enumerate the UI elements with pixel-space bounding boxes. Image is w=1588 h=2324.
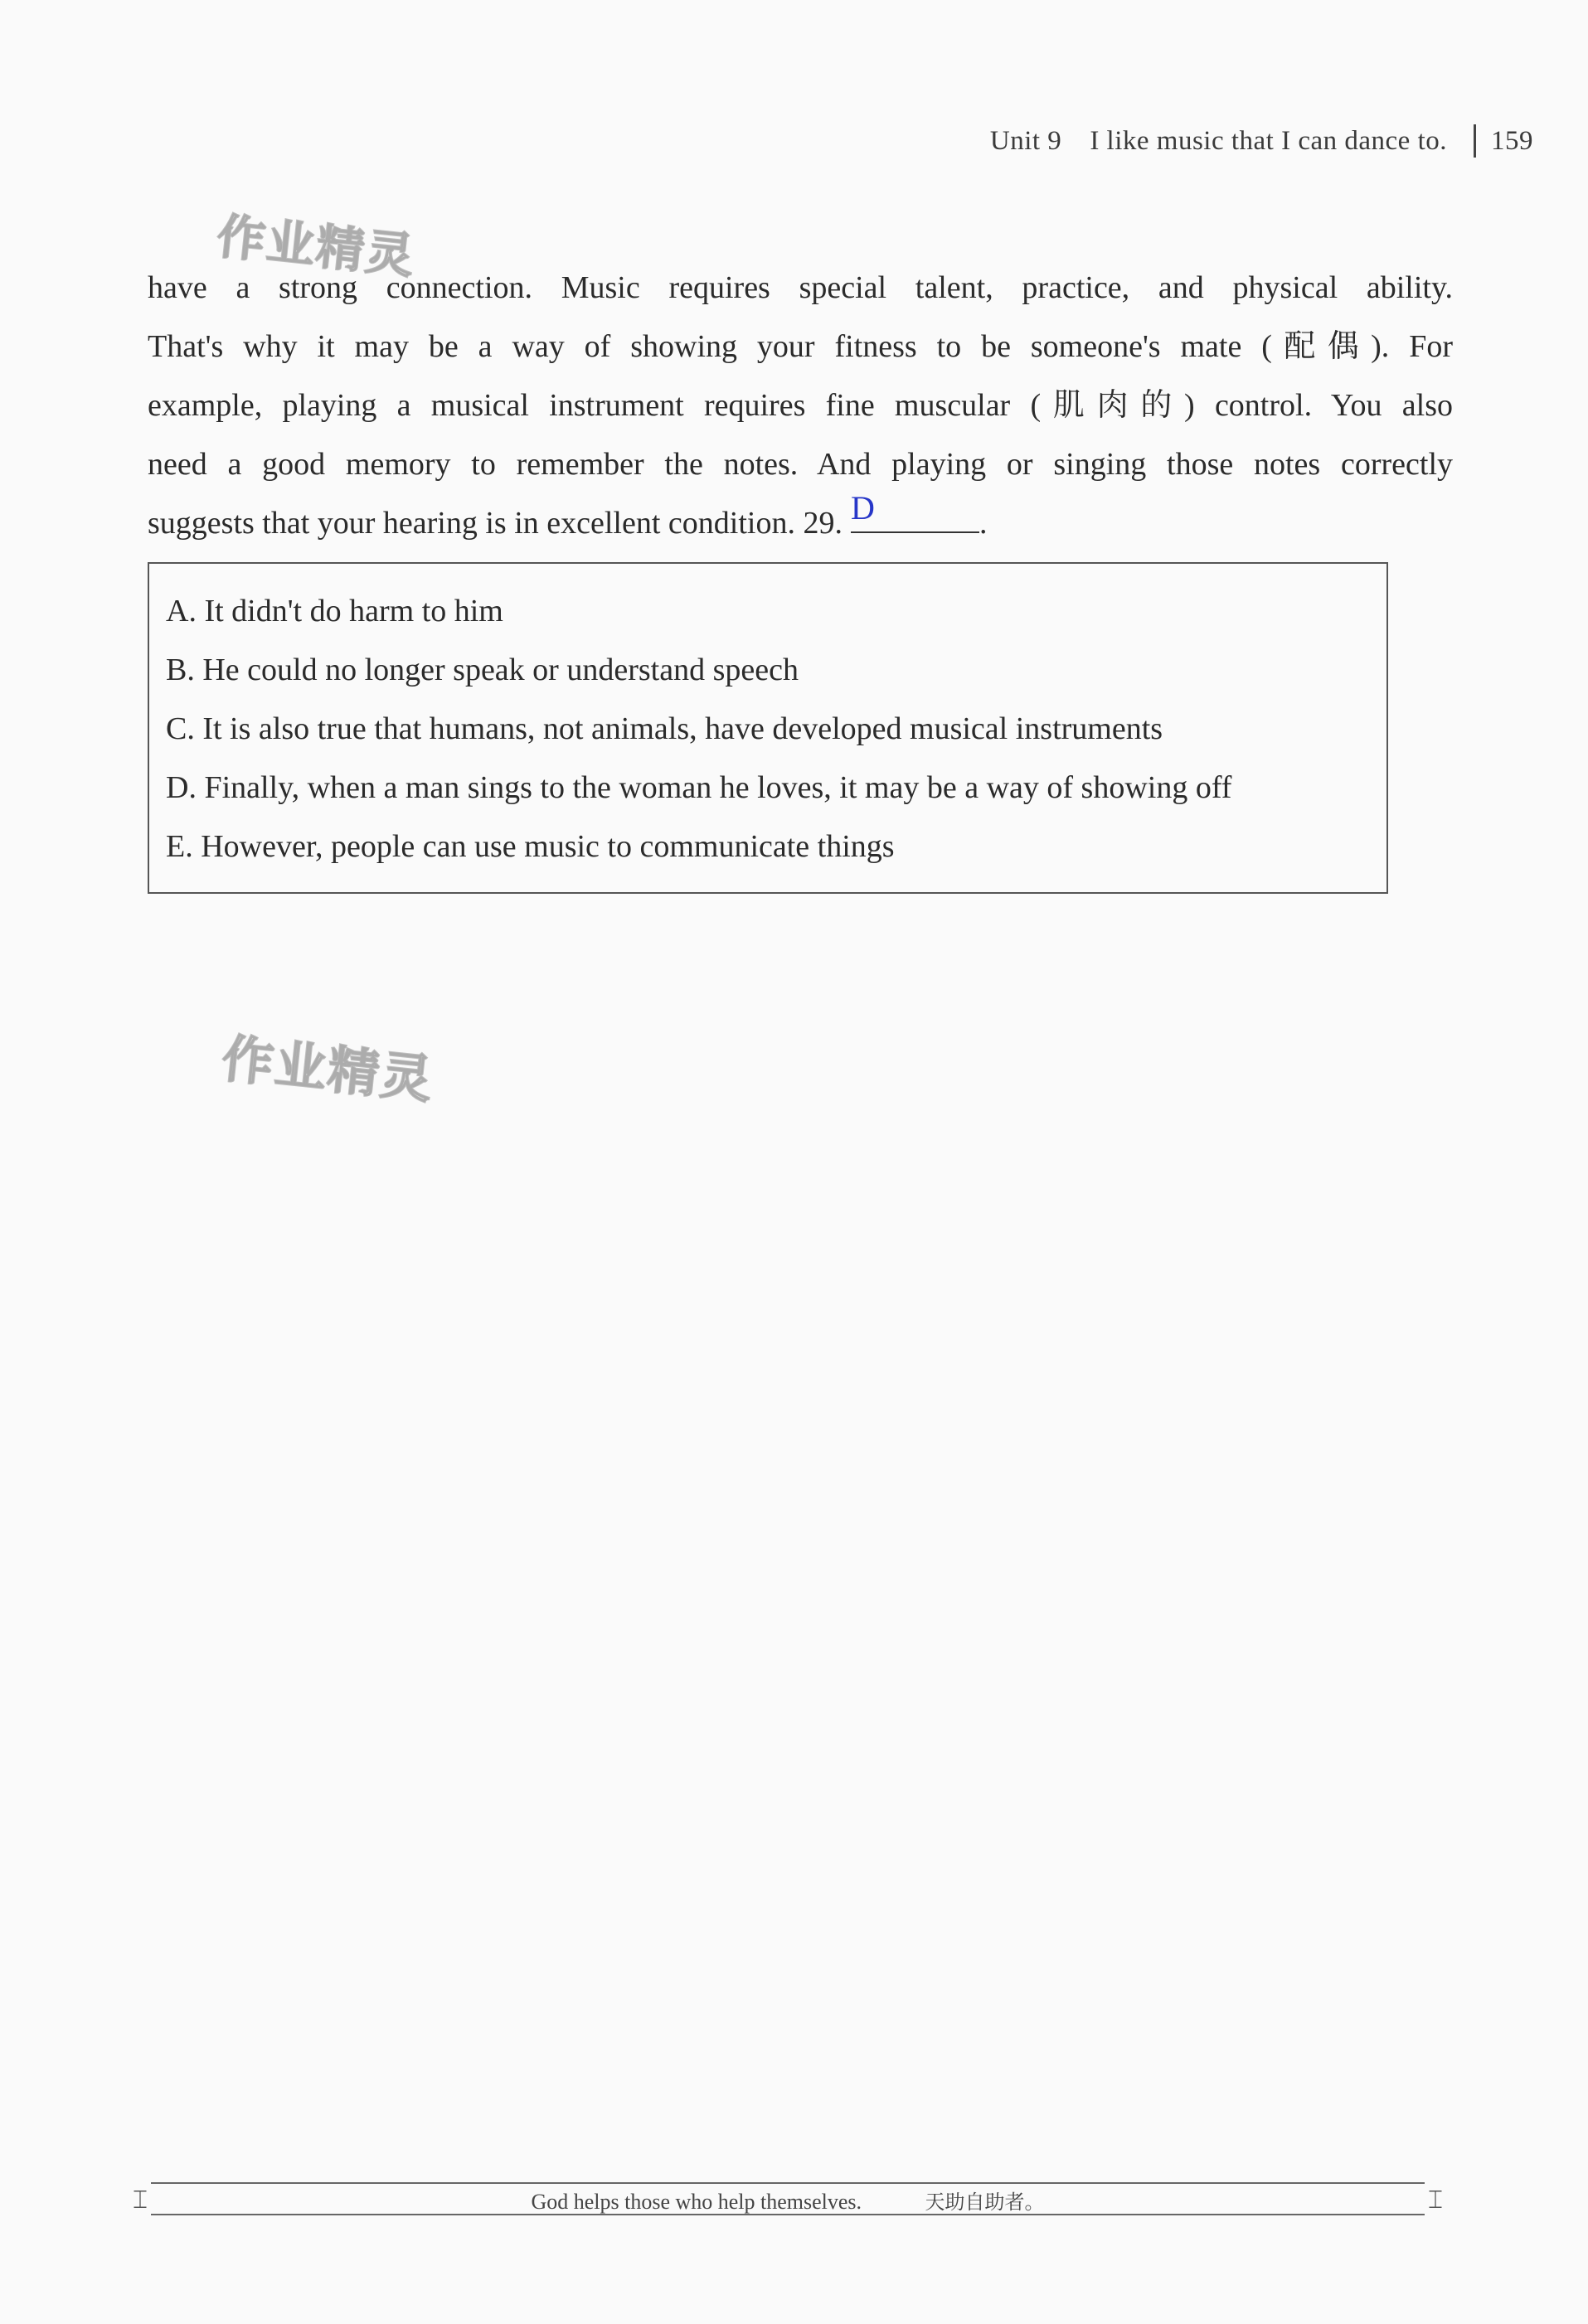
passage-line: have a strong connection. Music requires special talent, practice, and physical ability.	[148, 270, 1453, 305]
page-footer	[133, 2176, 1443, 2220]
running-header	[990, 124, 1533, 158]
header-title: I like music that I can dance to.	[1090, 125, 1447, 156]
footer-rule-top	[151, 2182, 1425, 2184]
motto-chinese: 天助自助者。	[925, 2191, 1045, 2214]
option-c: C. It is also true that humans, not animals, have developed musical instruments	[166, 711, 1163, 746]
header-divider	[1474, 124, 1476, 158]
watermark-middle: 作业精灵	[219, 1027, 437, 1111]
page-number: 159	[1491, 125, 1533, 156]
answer-blank-29[interactable]	[850, 489, 979, 533]
option-d: D. Finally, when a man sings to the woman he loves, it may be a way of showing off	[166, 770, 1232, 805]
end-period: .	[979, 506, 988, 541]
handwritten-answer: D	[850, 489, 875, 526]
motto-english: God helps those who help themselves.	[531, 2190, 862, 2214]
passage-line: That's why it may be a way of showing your fitness to be someone's mate (配偶). For	[148, 329, 1453, 364]
footer-motto	[133, 2186, 1443, 2215]
watermark-top: 作业精灵	[214, 207, 419, 285]
options-box	[148, 562, 1388, 894]
passage-line: example, playing a musical instrument requires fine muscular (肌肉的) control. You also	[148, 388, 1453, 423]
bracket-ornament-icon: ⌶	[1428, 2186, 1443, 2215]
passage-line: need a good memory to remember the notes. And playing or singing those notes correctly	[148, 447, 1453, 482]
option-b: B. He could no longer speak or understand speech	[166, 653, 799, 687]
question-29-text: suggests that your hearing is in excellent condition. 29.	[148, 506, 843, 541]
option-a: A. It didn't do harm to him	[166, 594, 503, 628]
bracket-ornament-icon: ⌶	[133, 2186, 148, 2215]
passage-line-last	[148, 489, 1453, 553]
header-unit: Unit 9	[989, 125, 1062, 156]
passage-paragraph	[148, 259, 1453, 553]
option-e: E. However, people can use music to communicate things	[166, 829, 895, 864]
